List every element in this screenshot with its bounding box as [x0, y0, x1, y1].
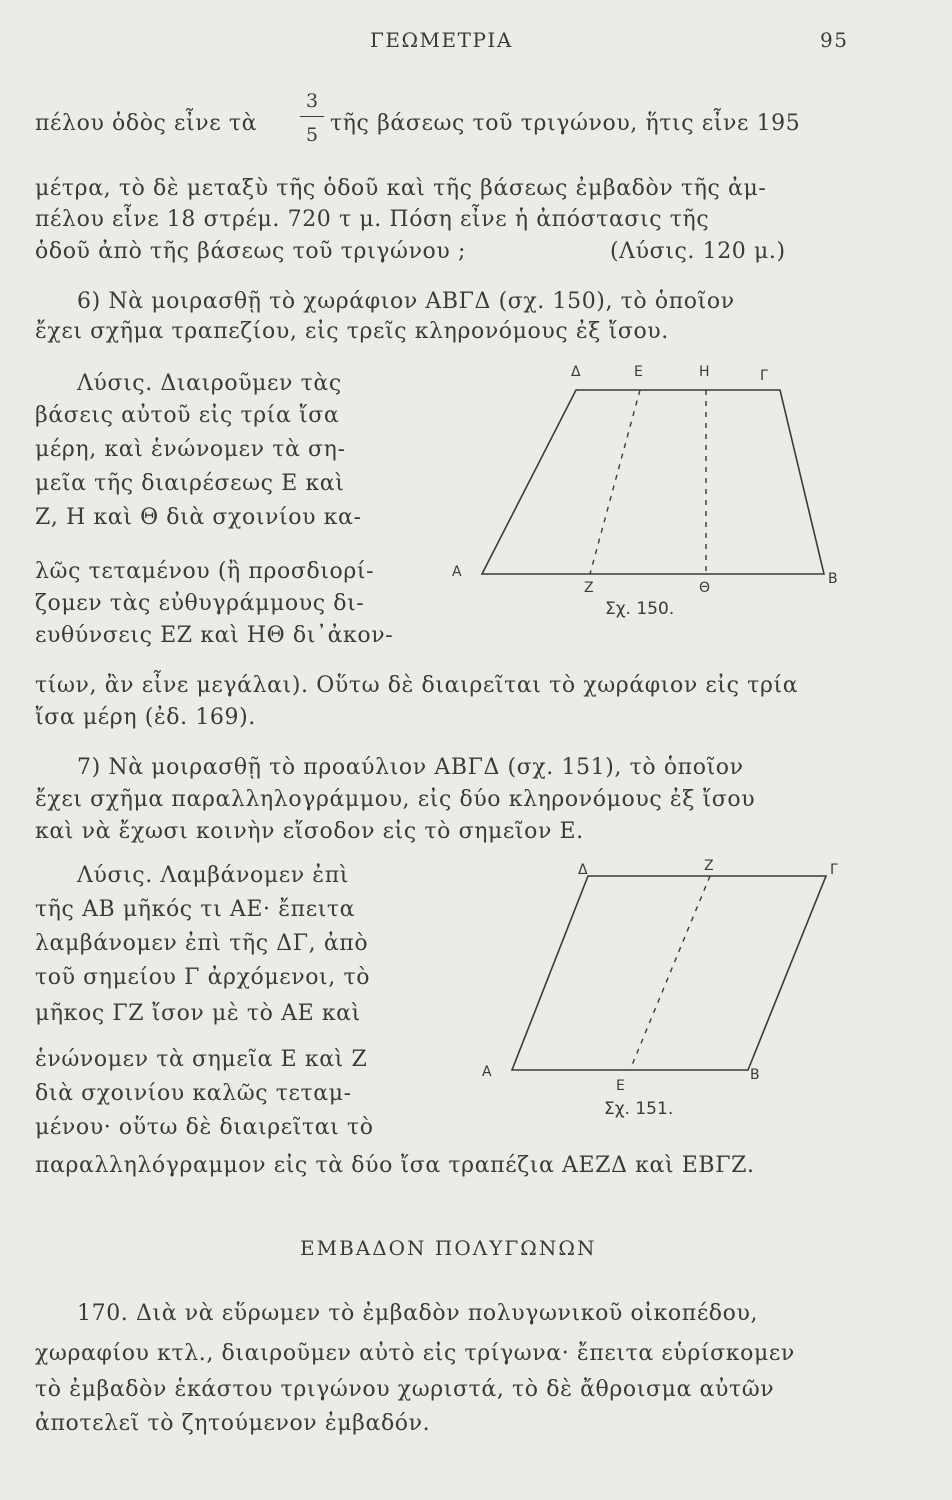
label-b: Β — [750, 1067, 760, 1083]
text-line: λαμβάνομεν ἐπὶ τῆς ΔΓ, ἀπὸ — [35, 931, 369, 956]
text-line: διὰ σχοινίου καλῶς τεταμ- — [35, 1081, 352, 1106]
text-line: τῆς ΑΒ μῆκός τι ΑΕ· ἔπειτα — [35, 897, 356, 922]
text-line: 7) Νὰ μοιρασθῇ τὸ προαύλιον ΑΒΓΔ (σχ. 151), τὸ ὁποῖον — [77, 755, 744, 780]
figure-caption: Σχ. 151. — [604, 1099, 674, 1119]
text-line: τὸ ἐμβαδὸν ἑκάστου τριγώνου χωριστά, τὸ δὲ ἄθροισμα αὐτῶν — [35, 1377, 775, 1402]
division-line-ez — [590, 390, 640, 574]
fraction-denominator: 5 — [305, 124, 319, 146]
text-line: τοῦ σημείου Γ ἀρχόμενοι, τὸ — [35, 965, 371, 990]
text-line: ὁδοῦ ἀπὸ τῆς βάσεως τοῦ τριγώνου ; — [35, 239, 466, 264]
parallelogram-outline — [512, 876, 826, 1070]
text-line: Λύσις. Διαιροῦμεν τὰς — [77, 371, 342, 396]
label-th: Θ — [699, 580, 711, 596]
label-b: Β — [828, 571, 838, 587]
text-line: τῆς βάσεως τοῦ τριγώνου, ἥτις εἶνε 195 — [330, 111, 801, 136]
label-h: Η — [699, 364, 710, 380]
text-line: μῆκος ΓΖ ἴσον μὲ τὸ ΑΕ καὶ — [35, 1001, 361, 1026]
label-a: Α — [452, 564, 462, 580]
label-g: Γ — [760, 368, 768, 384]
label-a: Α — [482, 1064, 492, 1080]
division-line-ez — [630, 876, 710, 1070]
text-line: μέτρα, τὸ δὲ μεταξὺ τῆς ὁδοῦ καὶ τῆς βάσεως ἐμβαδὸν τῆς ἀμ- — [35, 176, 767, 201]
text-line: 170. Διὰ νὰ εὕρωμεν τὸ ἐμβαδὸν πολυγωνικοῦ οἰκοπέδου, — [77, 1301, 759, 1326]
label-g: Γ — [830, 862, 838, 878]
running-header-title: ΓΕΩΜΕΤΡΙΑ — [370, 28, 513, 52]
text-line: πέλου εἶνε 18 στρέμ. 720 τ μ. Πόση εἶνε ἡ ἀπόστασις τῆς — [35, 207, 710, 232]
text-line: ἑνώνομεν τὰ σημεῖα Ε καὶ Ζ — [35, 1047, 368, 1072]
label-z: Ζ — [704, 858, 714, 874]
label-e: Ε — [616, 1078, 625, 1094]
text-line: Λύσις. Λαμβάνομεν ἐπὶ — [77, 863, 350, 888]
text-line: χωραφίου κτλ., διαιροῦμεν αὐτὸ εἰς τρίγωνα· ἔπειτα εὑρίσκομεν — [35, 1341, 795, 1366]
text-line: μεῖα τῆς διαιρέσεως Ε καὶ — [35, 471, 345, 496]
text-line: ζομεν τὰς εὐθυγράμμους δι- — [35, 591, 365, 616]
text-line: λῶς τεταμένου (ἢ προσδιορί- — [35, 559, 375, 584]
text-line: καὶ νὰ ἔχωσι κοινὴν εἴσοδον εἰς τὸ σημεῖον Ε. — [35, 819, 584, 844]
figure-150 — [440, 360, 860, 630]
figure-caption: Σχ. 150. — [605, 599, 675, 619]
section-title: ΕΜΒΑΔΟΝ ΠΟΛΥΓΩΝΩΝ — [300, 1236, 597, 1260]
text-line: τίων, ἂν εἶνε μεγάλαι). Οὕτω δὲ διαιρεῖται τὸ χωράφιον εἰς τρία — [35, 673, 799, 698]
label-d: Δ — [571, 364, 581, 380]
text-line: 6) Νὰ μοιρασθῇ τὸ χωράφιον ΑΒΓΔ (σχ. 150), τὸ ὁποῖον — [77, 289, 735, 314]
text-line: βάσεις αὐτοῦ εἰς τρία ἴσα — [35, 403, 340, 428]
text-line: ἔχει σχῆμα τραπεζίου, εἰς τρεῖς κληρονόμους ἐξ ἴσου. — [35, 319, 669, 344]
fraction-numerator: 3 — [305, 90, 319, 112]
label-e: Ε — [634, 364, 643, 380]
text-line: ἔχει σχῆμα παραλληλογράμμου, εἰς δύο κληρονόμους ἐξ ἴσου — [35, 787, 756, 812]
text-line: παραλληλόγραμμον εἰς τὰ δύο ἴσα τραπέζια ΑΕΖΔ καὶ ΕΒΓΖ. — [35, 1153, 755, 1178]
text-line: ἴσα μέρη (ἐδ. 169). — [35, 705, 256, 730]
text-line: μένου· οὕτω δὲ διαιρεῖται τὸ — [35, 1115, 374, 1140]
label-z: Ζ — [584, 580, 594, 596]
trapezoid-outline — [482, 390, 824, 574]
fraction-bar — [300, 116, 324, 117]
page-number: 95 — [820, 28, 849, 52]
text-line: πέλου ὁδὸς εἶνε τὰ — [35, 111, 258, 136]
text-line: μέρη, καὶ ἑνώνομεν τὰ ση- — [35, 437, 346, 462]
answer-text: (Λύσις. 120 μ.) — [610, 239, 786, 264]
figure-151 — [470, 850, 870, 1130]
label-d: Δ — [578, 862, 588, 878]
text-line: ευθύνσεις ΕΖ καὶ ΗΘ δι᾽ἀκον- — [35, 623, 394, 648]
text-line: Ζ, Η καὶ Θ διὰ σχοινίου κα- — [35, 505, 362, 530]
text-line: ἀποτελεῖ τὸ ζητούμενον ἐμβαδόν. — [35, 1411, 431, 1436]
